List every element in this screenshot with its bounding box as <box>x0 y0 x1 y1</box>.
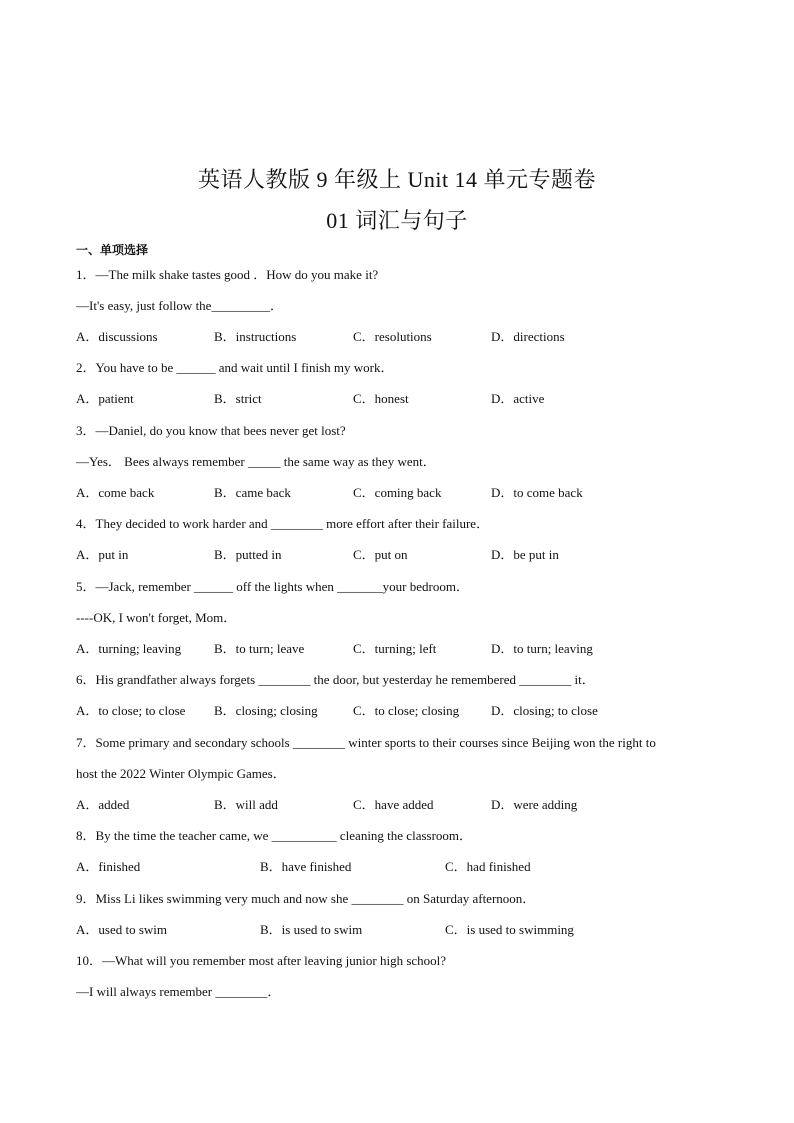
page-title: 英语人教版 9 年级上 Unit 14 单元专题卷 <box>197 167 597 192</box>
question-3-option-c: C．coming back <box>353 485 442 500</box>
page-subtitle: 01 词汇与句子 <box>326 208 468 233</box>
question-4-option-c: C．put on <box>353 547 408 562</box>
question-6-option-b: B．closing; closing <box>214 703 318 718</box>
question-7-option-c: C．have added <box>353 797 434 812</box>
question-6-stem: 6．His grandfather always forgets ________ the door, but yesterday he remembered ________ it． <box>76 672 595 687</box>
question-9-stem: 9．Miss Li likes swimming very much and now she ________ on Saturday afternoon． <box>76 891 536 906</box>
question-5-option-d: D．to turn; leaving <box>491 641 593 656</box>
question-2-option-a: A．patient <box>76 391 134 406</box>
question-5-option-c: C．turning; left <box>353 641 437 656</box>
question-10-stem: 10．—What will you remember most after leaving junior high school? <box>76 953 447 968</box>
question-6-option-d: D．closing; to close <box>491 703 598 718</box>
question-6-option-c: C．to close; closing <box>353 703 460 718</box>
question-3-option-a: A．come back <box>76 485 155 500</box>
question-4-stem: 4．They decided to work harder and ________ more effort after their failure． <box>76 516 490 531</box>
question-2-option-c: C．honest <box>353 391 409 406</box>
question-8-stem: 8．By the time the teacher came, we __________ cleaning the classroom． <box>76 828 473 843</box>
question-1-option-a: A．discussions <box>76 329 158 344</box>
question-9-option-a: A．used to swim <box>76 922 168 937</box>
question-7-option-b: B．will add <box>214 797 278 812</box>
question-4-option-d: D．be put in <box>491 547 559 562</box>
question-8-option-b: B．have finished <box>260 859 352 874</box>
question-1-option-b: B．instructions <box>214 329 297 344</box>
question-7-option-d: D．were adding <box>491 797 578 812</box>
question-4-option-b: B．putted in <box>214 547 282 562</box>
question-7-stem-cont: host the 2022 Winter Olympic Games． <box>76 766 286 781</box>
question-3-reply: —Yes． Bees always remember _____ the same way as they went． <box>76 454 436 469</box>
question-1-stem: 1．—The milk shake tastes good ．How do you make it? <box>76 267 379 282</box>
question-6-option-a: A．to close; to close <box>76 703 186 718</box>
question-5-option-b: B．to turn; leave <box>214 641 305 656</box>
question-2-option-b: B．strict <box>214 391 262 406</box>
question-9-option-b: B．is used to swim <box>260 922 363 937</box>
question-4-option-a: A．put in <box>76 547 129 562</box>
question-7-option-a: A．added <box>76 797 130 812</box>
question-9-option-c: C．is used to swimming <box>445 922 574 937</box>
question-5-stem: 5．—Jack, remember ______ off the lights when _______your bedroom． <box>76 579 469 594</box>
question-1-reply: —It's easy, just follow the_________． <box>76 298 283 313</box>
section-heading: 一、单项选择 <box>76 243 149 257</box>
question-2-option-d: D．active <box>491 391 545 406</box>
question-1-option-d: D．directions <box>491 329 565 344</box>
question-5-reply: ----OK, I won't forget, Mom． <box>76 610 237 625</box>
question-7-stem: 7．Some primary and secondary schools ________ winter sports to their courses since Beijing won the right to <box>76 735 656 750</box>
question-3-option-b: B．came back <box>214 485 291 500</box>
question-3-stem: 3．—Daniel, do you know that bees never get lost? <box>76 423 346 438</box>
question-8-option-a: A．finished <box>76 859 141 874</box>
question-5-option-a: A．turning; leaving <box>76 641 182 656</box>
question-10-reply: —I will always remember ________． <box>76 984 281 999</box>
question-8-option-c: C．had finished <box>445 859 531 874</box>
question-2-stem: 2．You have to be ______ and wait until I finish my work． <box>76 360 394 375</box>
question-3-option-d: D．to come back <box>491 485 583 500</box>
question-1-option-c: C．resolutions <box>353 329 432 344</box>
